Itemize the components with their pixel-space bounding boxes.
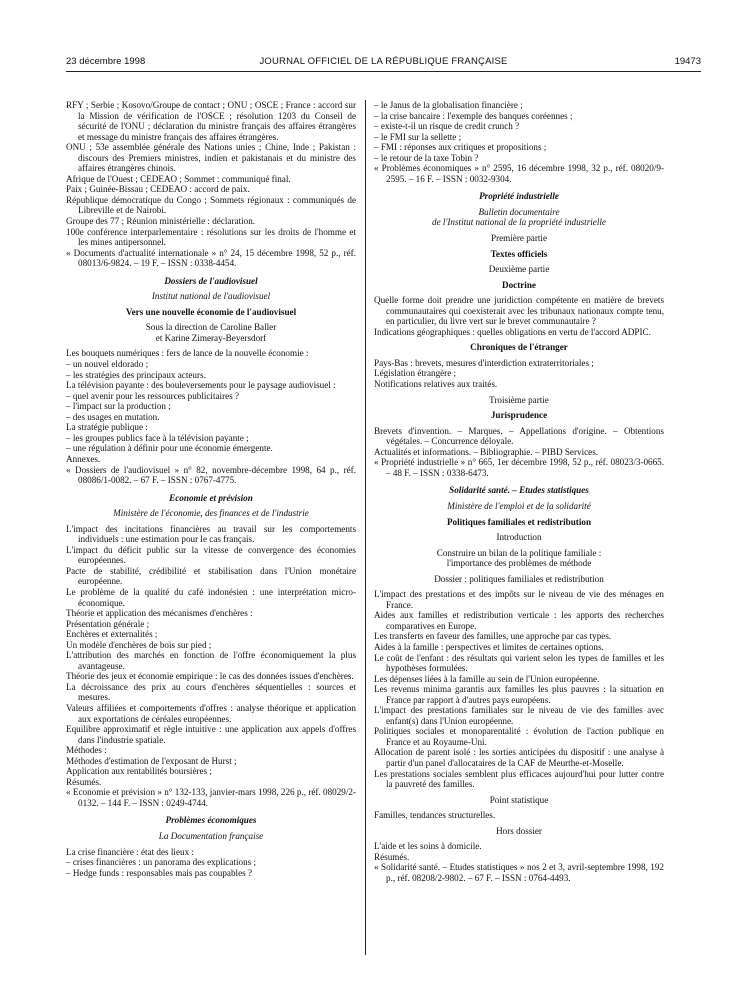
list-item: – le Janus de la globalisation financière ;: [374, 100, 523, 110]
header-rule: [66, 71, 701, 72]
list-item: – les stratégies des principaux acteurs.: [66, 369, 206, 380]
list-item: Législation étrangère ;: [374, 368, 457, 379]
section-subtitle: de l'Institut national de la propriété industrielle: [432, 217, 606, 228]
list-item: Application aux rentabilités boursières ;: [66, 766, 212, 777]
list-item: – le FMI sur la sellette ;: [374, 131, 462, 142]
economie-items: [66, 524, 356, 788]
dossier-label: Dossier : politiques familiales et redistribution: [434, 573, 604, 584]
list-item: Les dépenses liées à la famille au sein de l'Union européenne.: [374, 673, 600, 684]
list-item: Méthodes d'estimation de l'exposant de Hurst ;: [66, 755, 237, 766]
page-number: 19473: [674, 56, 701, 67]
reference-line: « Problèmes économiques » n° 2595, 16 décembre 1998, 32 p., réf. 08020/9-2595. – 16 F. – ISSN : 0032-9304.: [374, 163, 664, 184]
list-item: Brevets d'invention. – Marques. – Appellations d'origine. – Obtentions végétales. – Concurrence déloyale.: [374, 425, 664, 447]
left-column: [66, 100, 356, 878]
right-column: [374, 100, 664, 883]
list-item: – Hedge funds : responsables mais pas coupables ?: [66, 867, 253, 878]
list-item: Afrique de l'Ouest ; CEDEAO ; Sommet : communiqué final.: [66, 173, 291, 184]
part-label: Hors dossier: [496, 825, 542, 836]
list-item: – une régulation à définir pour une économie émergente.: [66, 443, 273, 454]
direction-line: Sous la direction de Caroline Baller: [145, 322, 277, 333]
part-heading: Doctrine: [502, 279, 536, 290]
list-item: La crise financière : état des lieux :: [66, 846, 194, 857]
problemes-items: [66, 847, 356, 879]
journal-title: JOURNAL OFFICIEL DE LA RÉPUBLIQUE FRANÇAISE: [259, 56, 508, 67]
list-item: Indications géographiques : quelles obligations en vertu de l'accord ADPIC.: [374, 326, 651, 337]
list-item: Résumés.: [66, 776, 102, 787]
section-title: Dossiers de l'audiovisuel: [164, 275, 258, 286]
reference-line: « Propriété industrielle » n° 665, 1er décembre 1998, 52 p., réf. 08023/3-0665. – 48 F. – ISSN : 0338-6473.: [374, 457, 664, 478]
list-item: Les prestations sociales semblent plus efficaces aujourd'hui pour lutter contre la pauvreté des familles.: [374, 768, 664, 790]
section-subtitle: Bulletin documentaire: [478, 206, 560, 217]
list-item: ONU ; 53e assemblée générale des Nations unies ; Chine, Inde ; Pakistan : discours des Premiers ministres, indien et pakistanais et du ministre des affaires étrangères chinois.: [66, 142, 356, 174]
intro-list: [66, 100, 356, 248]
page-header: [66, 56, 701, 70]
list-item: Le problème de la qualité du café indonésien : une interprétation micro-économique.: [66, 586, 356, 608]
solidarite-items: [374, 589, 664, 789]
list-item: Paix ; Guinée-Bissau ; CEDEAO : accord de paix.: [66, 184, 250, 195]
reference-line: « Dossiers de l'audiovisuel » n° 82, novembre-décembre 1998, 64 p., réf. 08086/1-0082. – 67 F. – ISSN : 0767-4775.: [66, 464, 356, 486]
list-item: L'impact des prestations et des impôts sur le niveau de vie des ménages en France.: [374, 589, 664, 610]
reference-line: « Economie et prévision » n° 132-133, janvier-mars 1998, 226 p., réf. 08029/2-0132. – 144 F. – ISSN : 0249-4744.: [66, 787, 356, 808]
list-item: Les bouquets numériques : fers de lance de la nouvelle économie :: [66, 348, 309, 359]
list-item: – un nouvel eldorado ;: [66, 359, 149, 370]
section-title: Problèmes économiques: [165, 815, 257, 826]
list-item: La télévision payante : des bouleversements pour le paysage audiovisuel :: [66, 380, 336, 391]
list-item: 100e conférence interparlementaire : résolutions sur les droits de l'homme et les mines antipersonnel.: [66, 226, 356, 248]
list-item: Annexes.: [66, 453, 101, 464]
list-item: L'impact des prestations familiales sur le niveau de vie des familles avec enfant(s) dans l'Union européenne.: [374, 705, 664, 726]
list-item: – existe-t-il un risque de credit crunch ?: [374, 121, 520, 132]
list-item: Le coût de l'enfant : des résultats qui varient selon les types de familles et les hypothèses formulées.: [374, 652, 664, 674]
section-subtitle: Ministère de l'emploi et de la solidarité: [447, 500, 591, 511]
list-item: Notifications relatives aux traités.: [374, 379, 498, 390]
hors-items: [374, 841, 664, 862]
doctrine-items: [374, 295, 664, 337]
list-item: – quel avenir pour les ressources publicitaires ?: [66, 390, 240, 401]
list-item: Enchères et externalités ;: [66, 629, 158, 640]
section-heading: Politiques familiales et redistribution: [446, 516, 592, 527]
list-item: Valeurs affiliées et comportements d'offres : analyse théorique et application aux exportations de céréales européennes.: [66, 702, 356, 724]
list-item: Groupe des 77 ; Réunion ministérielle : déclaration.: [66, 216, 256, 227]
list-item: La décroissance des prix au cours d'enchères séquentielles : sources et mesures.: [66, 681, 356, 703]
intro-text: Construire un bilan de la politique familiale :: [436, 547, 602, 558]
audiovisuel-items: [66, 348, 356, 464]
list-item: Familles, tendances structurelles.: [374, 810, 496, 821]
page-date: 23 décembre 1998: [66, 56, 146, 67]
list-item: République démocratique du Congo ; Sommets régionaux : communiqués de Libreville et de Nairobi.: [66, 194, 356, 216]
column-divider: [365, 100, 366, 955]
part-heading: Chroniques de l'étranger: [470, 342, 568, 353]
part-label: Première partie: [491, 233, 547, 244]
section-title: Propriété industrielle: [479, 191, 559, 202]
jurisprudence-items: [374, 426, 664, 458]
list-item: L'impact du déficit public sur la vitesse de convergence des économies européennes.: [66, 544, 356, 566]
list-item: Théorie et application des mécanismes d'enchères :: [66, 608, 253, 619]
section-title: Solidarité santé. – Etudes statistiques: [449, 485, 589, 496]
list-item: Présentation générale ;: [66, 618, 150, 629]
list-item: – des usages en mutation.: [66, 411, 160, 422]
reference-line: « Solidarité santé. – Etudes statistiques » nos 2 et 3, avril-septembre 1998, 192 p., réf. 08208/2-9802. – 67 F. – ISSN : 0764-4493.: [374, 862, 664, 883]
intro-text: l'importance des problèmes de méthode: [446, 558, 592, 569]
list-item: Résumés.: [374, 851, 410, 862]
part-label: Deuxième partie: [488, 264, 550, 275]
list-item: L'aide et les soins à domicile.: [374, 841, 482, 852]
part-heading: Textes officiels: [490, 248, 548, 259]
list-item: Quelle forme doit prendre une juridiction compétente en matière de brevets communautaires qui coexisterait avec les tribunaux nationaux compte tenu, en particulier, du livre vert sur le brevet communautaire ?: [374, 295, 664, 327]
list-item: Les transferts en faveur des familles, une approche par cas types.: [374, 631, 612, 642]
chroniques-items: [374, 358, 664, 390]
list-item: Politiques sociales et monoparentalité : évolution de l'action publique en France et au Royaume-Uni.: [374, 726, 664, 747]
section-subtitle: La Documentation française: [158, 831, 264, 841]
list-item: Un modèle d'enchères de bois sur pied ;: [66, 639, 212, 650]
list-item: L'impact des incitations financières au travail sur les comportements individuels : une estimation pour le cas français.: [66, 523, 356, 545]
list-item: Aides aux familles et redistribution verticale : les apports des recherches comparatives en Europe.: [374, 610, 664, 631]
section-subtitle: Ministère de l'économie, des finances et de l'industrie: [113, 508, 309, 519]
part-heading: Jurisprudence: [490, 410, 548, 421]
list-item: – le retour de la taxe Tobin ?: [374, 152, 479, 163]
list-item: – les groupes publics face à la télévision payante ;: [66, 432, 249, 443]
list-item: La stratégie publique :: [66, 422, 148, 433]
section-heading: Vers une nouvelle économie de l'audiovisuel: [125, 306, 297, 317]
section-title: Economie et prévision: [169, 492, 253, 503]
reference-line: « Documents d'actualité internationale » n° 24, 15 décembre 1998, 52 p., réf. 08013/6-9824. – 19 F. – ISSN : 0338-4454.: [66, 247, 356, 269]
list-item: Théorie des jeux et économie empirique : le cas des données issues d'enchères.: [66, 671, 354, 682]
list-item: Equilibre approximatif et règle intuitive : une application aux appels d'offres dans l'industrie spatiale.: [66, 724, 356, 745]
list-item: – FMI : réponses aux critiques et propositions ;: [374, 142, 547, 153]
list-item: Méthodes :: [66, 745, 107, 756]
part-label: Troisième partie: [489, 394, 549, 405]
part-label: Introduction: [496, 532, 542, 543]
section-subtitle: Institut national de l'audiovisuel: [151, 291, 271, 302]
list-item: Actualités et informations. – Bibliographie. – PIBD Services.: [374, 446, 599, 457]
list-item: – l'impact sur la production ;: [66, 401, 171, 412]
list-item: RFY ; Serbie ; Kosovo/Groupe de contact ; ONU ; OSCE ; France : accord sur la Mission de vérification de l'OSCE ; résolution 1203 du Conseil de sécurité de l'ONU ; déclaration du ministre français des affaires étrangères et message du ministre français des affaires étrangères.: [66, 100, 356, 142]
direction-line: et Karine Zimeray-Beyersdorf: [155, 332, 267, 343]
list-item: Les revenus minima garantis aux familles les plus pauvres : la situation en France par rapport à d'autres pays européens.: [374, 684, 664, 705]
list-item: L'attribution des marchés en fonction de l'offre économiquement la plus avantageuse.: [66, 650, 356, 671]
problemes-continued: [374, 100, 664, 163]
list-item: Pays-Bas : brevets, mesures d'interdiction extraterritoriales ;: [374, 357, 594, 368]
list-item: Aides à la famille : perspectives et limites de certaines options.: [374, 641, 604, 652]
list-item: – crises financières : un panorama des explications ;: [66, 857, 257, 868]
list-item: – la crise bancaire : l'exemple des banques coréennes ;: [374, 110, 573, 121]
part-label: Point statistique: [489, 794, 549, 805]
list-item: Allocation de parent isolé : les sorties anticipées du dispositif : une analyse à partir d'un panel d'allocataires de la CAF de Meurthe-et-Moselle.: [374, 747, 664, 768]
list-item: Pacte de stabilité, crédibilité et stabilisation dans l'Union monétaire européenne.: [66, 565, 356, 587]
